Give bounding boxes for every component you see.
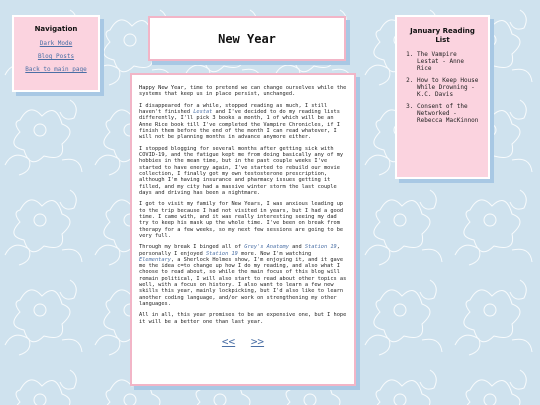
navigation-panel [12, 15, 100, 92]
post-text: I disappeared for a while, stopped reading as much, I still haven't finished [139, 102, 328, 116]
post-text: Through my break I binged all of [139, 244, 245, 251]
blog-posts-link[interactable]: Blog Posts [37, 53, 75, 60]
navigation-title: Navigation [34, 25, 78, 33]
reading-list-title: January Reading List [410, 27, 475, 44]
previous-post-link[interactable]: << [221, 335, 236, 349]
back-to-main-link[interactable]: Back to main page [25, 66, 87, 73]
reading-list-item: 2. How to Keep House While Drowning - K.C. Davis [417, 77, 482, 98]
show-title-greys-anatomy: Grey's Anatomy [244, 244, 289, 251]
show-title-station-19: Station 19 [205, 250, 238, 257]
reading-list-item: 1. The Vampire Lestat - Anne Rice [417, 51, 482, 72]
post-title: New Year [218, 31, 276, 46]
post-paragraph: I stopped blogging for several months after getting sick with COVID-19, and the fatigue kept me from doing basically any of my hobbies in the mean time, but in the past couple weeks I've started to have energy again, I've started to rebuild our movie collection, I finally got my own testosterone prescription, although I'm having insurance and pharmacy issues getting it filled, and my city had a massive winter storm the last couple days and driving has been a nightmare. [139, 145, 344, 196]
post-paragraph [139, 244, 347, 307]
post-paragraph: All in all, this year promises to be an expensive one, but I hope it will be a better one than last year. [139, 312, 347, 325]
dark-mode-link[interactable]: Dark Mode [39, 40, 73, 47]
post-text: and I've decided to do my reading lists differently, I'll pick 3 books a month, 1 of which will be an Anne Rice book till I've completed the Vampire Chronicles, if I finish them before the end of the month I can read whatever, I will not be planning months in advance anymore either. [139, 109, 340, 141]
reading-list [397, 51, 488, 124]
post-content [130, 73, 356, 386]
post-pager [139, 330, 347, 349]
post-paragraph: Happy New Year, time to pretend we can change ourselves while the systems that keep us in place persist, unchanged. [139, 85, 347, 98]
post-text: , a Sherlock Holmes show, I'm enjoying it, and it gave me the idea c=to change up how I do my reading, and also what I choose to read about, so while the main focus of this blog will remain political, I will also start to read about other topics as well, with a focus on history. I also want to learn a few new skills this year, mainly lockpicking, but I'd also like to learn another coding language, and/or work on strengthening my other languages. [139, 256, 347, 307]
post-title-box [148, 16, 346, 61]
show-title-elementary: Elementary [139, 256, 171, 263]
book-title-lestat: Lestat [193, 109, 213, 116]
post-paragraph [139, 103, 347, 141]
post-text: more. Now I'm watching [237, 250, 312, 257]
post-paragraph: I got to visit my family for New Years, I was anxious leading up to the trip because I had not visited in years, but I had a good time. I came with, and it was really interesting seeing my dad try to keep his mask up the whole time. I've been on break from therapy for a few weeks, so my next few sessions are going to be very full. [139, 201, 344, 239]
reading-list-item: 3. Consent of the Networked - Rebecca MacKinnon [417, 103, 482, 124]
post-text: , personally I enjoyed [139, 244, 340, 257]
show-title-station-19: Station 19 [304, 244, 337, 251]
next-post-link[interactable]: >> [250, 335, 265, 349]
post-text: and [288, 244, 305, 251]
reading-list-panel [395, 15, 490, 179]
